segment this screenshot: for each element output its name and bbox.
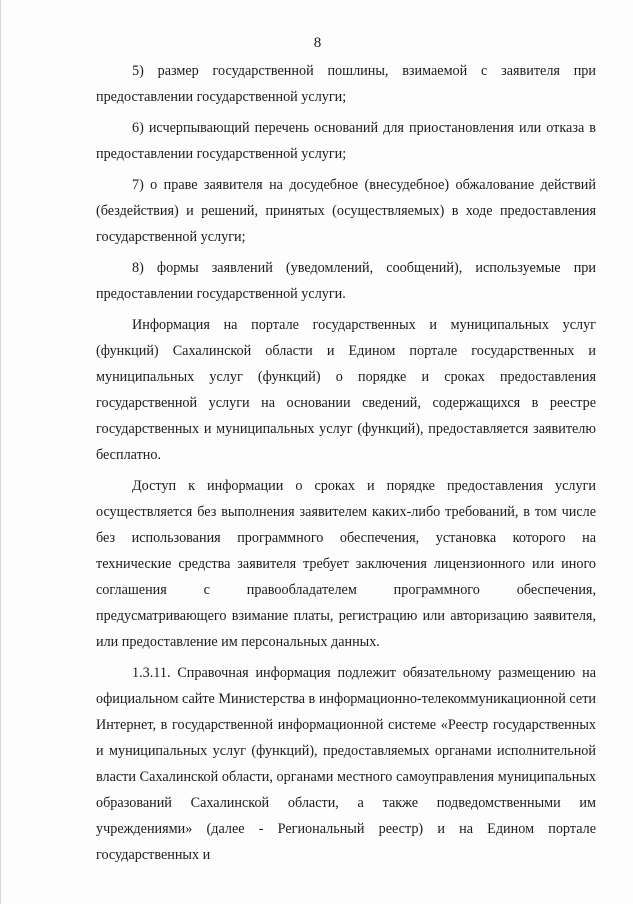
document-body <box>96 58 596 868</box>
paragraph-portal-info: Информация на портале государственных и муниципальных услуг (функций) Сахалинской области и Едином портале государственных и муниципальных услуг (функций) о порядке и сроках предоставления государственной услуги на основании сведений, содержащихся в реестре государственных и муниципальных услуг (функций), предоставляется заявителю бесплатно. <box>96 317 596 463</box>
paragraph-item-5: 5) размер государственной пошлины, взимаемой с заявителя при предоставлении государственной услуги; <box>96 63 596 105</box>
paragraph-item-6: 6) исчерпывающий перечень оснований для приостановления или отказа в предоставлении государственной услуги; <box>96 120 596 162</box>
paragraph-item-7: 7) о праве заявителя на досудебное (внесудебное) обжалование действий (бездействия) и решений, принятых (осуществляемых) в ходе предоставления государственной услуги; <box>96 177 596 245</box>
paragraph-access-info: Доступ к информации о сроках и порядке предоставления услуги осуществляется без выполнения заявителем каких-либо требований, в том числе без использования программного обеспечения, установка которого на технические средства заявителя требует заключения лицензионного или иного соглашения с правообладателем программного обеспечения, предусматривающего взимание платы, регистрацию или авторизацию заявителя, или предоставление им персональных данных. <box>96 478 596 650</box>
page-number: 8 <box>313 35 322 51</box>
paragraph-section-1-3-11: 1.3.11. Справочная информация подлежит обязательному размещению на официальном сайте Министерства в информационно-телекоммуникационной сети Интернет, в государственной информационной системе «Реестр государственных и муниципальных услуг (функций), предоставляемых органами исполнительной власти Сахалинской области, органами местного самоуправления муниципальных образований Сахалинской области, а также подведомственными им учреждениями» (далее - Региональный реестр) и на Едином портале государственных и <box>96 665 596 863</box>
paragraph-item-8: 8) формы заявлений (уведомлений, сообщений), используемые при предоставлении государственной услуги. <box>96 260 596 302</box>
